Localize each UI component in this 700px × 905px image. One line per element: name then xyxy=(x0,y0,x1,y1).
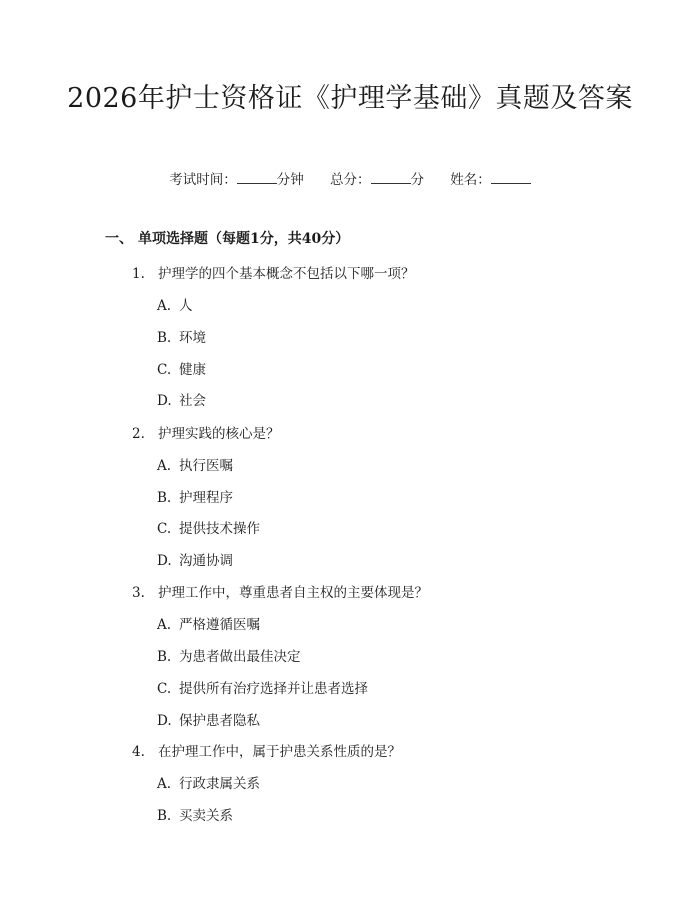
name-blank xyxy=(491,171,531,184)
option-text: 社会 xyxy=(179,393,206,409)
question-number: 1. xyxy=(132,266,145,282)
option-letter: C. xyxy=(157,521,172,537)
question-2-option-c xyxy=(157,517,260,537)
question-text: 在护理工作中，属于护患关系性质的是？ xyxy=(158,744,401,760)
exam-time-blank xyxy=(237,171,277,184)
question-3 xyxy=(132,581,428,601)
option-letter: B. xyxy=(157,330,172,346)
option-text: 护理程序 xyxy=(179,490,233,506)
option-text: 严格遵循医嘱 xyxy=(179,617,260,633)
question-4-option-b xyxy=(157,804,233,824)
question-2 xyxy=(132,422,280,442)
section-number: 一、 xyxy=(105,231,133,247)
question-3-option-c xyxy=(157,677,368,697)
exam-time-field xyxy=(169,168,304,188)
exam-time-unit: 分钟 xyxy=(276,172,304,188)
option-letter: D. xyxy=(157,393,172,409)
question-number: 3. xyxy=(132,585,145,601)
total-score-label: 总分： xyxy=(330,172,371,188)
section-title: 单项选择题（每题1分，共40分） xyxy=(138,231,350,247)
option-text: 买卖关系 xyxy=(179,808,233,824)
option-text: 提供所有治疗选择并让患者选择 xyxy=(179,681,368,697)
option-text: 执行医嘱 xyxy=(179,458,233,474)
option-text: 环境 xyxy=(179,330,206,346)
option-letter: A. xyxy=(157,298,172,314)
option-text: 为患者做出最佳决定 xyxy=(179,649,301,665)
option-letter: B. xyxy=(157,808,172,824)
question-2-option-a xyxy=(157,454,233,474)
exam-time-label: 考试时间： xyxy=(169,172,237,188)
option-text: 提供技术操作 xyxy=(179,521,260,537)
option-text: 人 xyxy=(179,298,193,314)
question-1 xyxy=(132,262,415,282)
option-text: 保护患者隐私 xyxy=(179,713,260,729)
option-letter: C. xyxy=(157,681,172,697)
question-2-option-d xyxy=(157,549,233,569)
question-1-option-b xyxy=(157,326,206,346)
question-1-option-a xyxy=(157,294,193,314)
total-score-blank xyxy=(371,171,411,184)
option-letter: D. xyxy=(157,553,172,569)
option-letter: D. xyxy=(157,713,172,729)
question-2-option-b xyxy=(157,486,233,506)
question-3-option-d xyxy=(157,709,260,729)
option-letter: A. xyxy=(157,776,172,792)
name-label: 姓名： xyxy=(450,172,491,188)
option-text: 健康 xyxy=(179,362,206,378)
question-text: 护理工作中，尊重患者自主权的主要体现是？ xyxy=(158,585,428,601)
exam-meta xyxy=(0,168,700,188)
option-letter: B. xyxy=(157,490,172,506)
option-letter: C. xyxy=(157,362,172,378)
question-1-option-c xyxy=(157,358,206,378)
question-1-option-d xyxy=(157,389,206,409)
option-letter: A. xyxy=(157,617,172,633)
total-score-field xyxy=(330,168,424,188)
question-text: 护理实践的核心是？ xyxy=(158,426,280,442)
question-text: 护理学的四个基本概念不包括以下哪一项？ xyxy=(158,266,415,282)
name-field xyxy=(450,168,531,188)
question-4-option-a xyxy=(157,772,260,792)
section-heading xyxy=(105,228,349,248)
document-title: 2026年护士资格证《护理学基础》真题及答案 xyxy=(67,83,633,114)
question-number: 2. xyxy=(132,426,145,442)
option-text: 行政隶属关系 xyxy=(179,776,260,792)
total-score-unit: 分 xyxy=(410,172,424,188)
question-3-option-b xyxy=(157,645,301,665)
option-text: 沟通协调 xyxy=(179,553,233,569)
option-letter: B. xyxy=(157,649,172,665)
question-4 xyxy=(132,740,401,760)
option-letter: A. xyxy=(157,458,172,474)
question-number: 4. xyxy=(132,744,145,760)
question-3-option-a xyxy=(157,613,260,633)
